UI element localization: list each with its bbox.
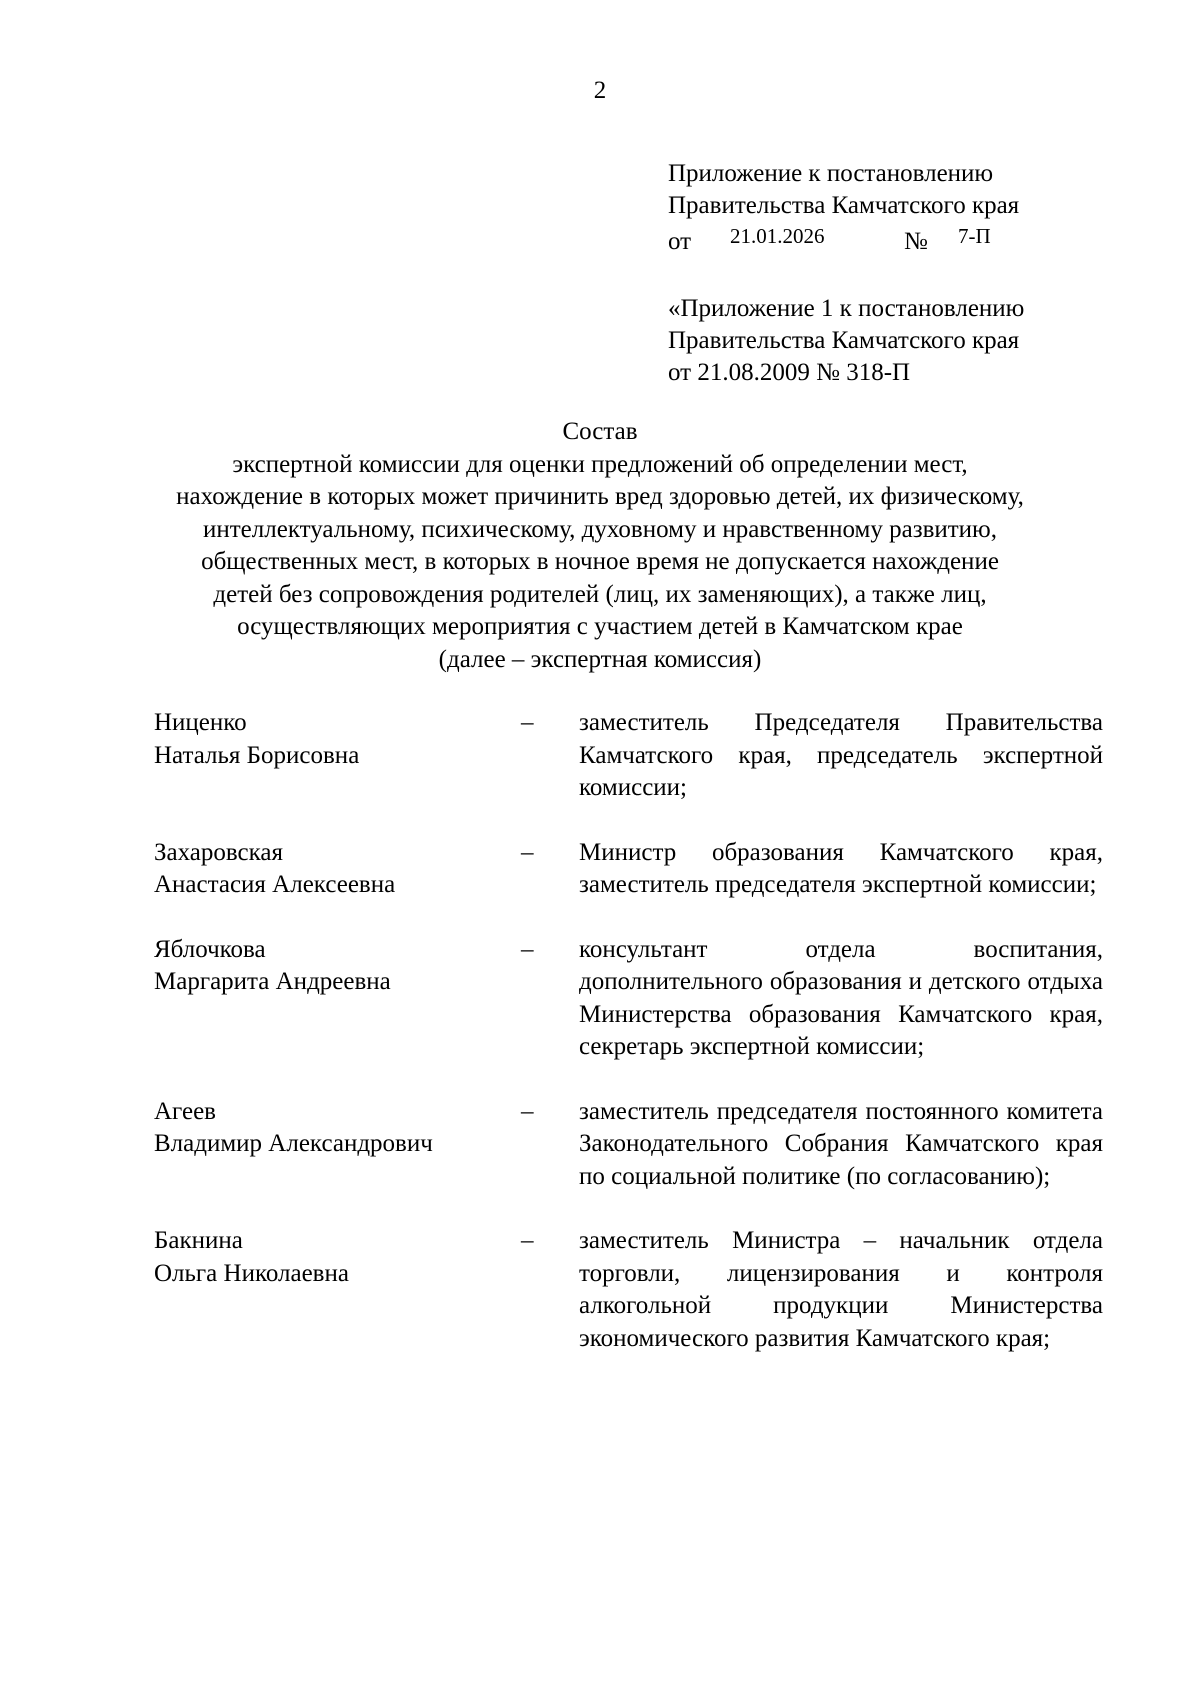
member-given-names: Маргарита Андреевна — [154, 968, 391, 995]
title-line: осуществляющих мероприятия с участием детей в Камчатском крае — [237, 613, 963, 640]
member-name — [154, 934, 494, 999]
member-entry — [154, 707, 1104, 805]
member-dash: – — [521, 935, 534, 963]
member-given-names: Владимир Александрович — [154, 1130, 433, 1157]
appendix-header-current — [668, 158, 1168, 256]
member-name — [154, 837, 494, 902]
page-number: 2 — [593, 77, 607, 104]
member-entry — [154, 1225, 1104, 1355]
member-role: консультант отдела воспитания, дополнительного образования и детского отдыха Министерства образования Камчатского края, секретарь экспертной комиссии; — [579, 935, 1103, 1060]
title-line: общественных мест, в которых в ночное время не допускается нахождение — [201, 548, 999, 575]
member-dash: – — [521, 1227, 534, 1254]
title-line: нахождение в которых может причинить вред здоровью детей, их физическому, — [176, 483, 1024, 510]
member-role: Министр образования Камчатского края, заместитель председателя экспертной комиссии; — [579, 838, 1103, 898]
appendix-original-line2: Правительства Камчатского края — [668, 327, 1020, 354]
appendix-original-line3: от 21.08.2009 № 318-П — [668, 359, 911, 386]
appendix-original-line1: «Приложение 1 к постановлению — [668, 295, 1025, 322]
member-name — [154, 1225, 494, 1290]
member-surname: Бакнина — [154, 1227, 243, 1254]
number-sign: № — [904, 228, 928, 255]
member-role: заместитель Министра – начальник отдела торговли, лицензирования и контроля алкогольной продукции Министерства экономического развития Камчатского края; — [579, 1227, 1103, 1352]
appendix-header-original — [668, 293, 1168, 389]
document-title — [100, 416, 1100, 676]
title-line: детей без сопровождения родителей (лиц, их заменяющих), а также лиц, — [213, 580, 987, 608]
appendix-current-line1: Приложение к постановлению — [668, 160, 994, 187]
member-role: заместитель председателя постоянного комитета Законодательного Собрания Камчатского края по социальной политике (по согласованию); — [579, 1097, 1103, 1190]
member-role: заместитель Председателя Правительства Камчатского края, председатель экспертной комиссии; — [579, 709, 1103, 801]
title-line: интеллектуальному, психическому, духовному и нравственному развитию, — [203, 515, 997, 543]
member-name — [154, 1096, 494, 1161]
appendix-current-date-line — [668, 222, 1168, 256]
resolution-number: 7-П — [958, 224, 991, 248]
member-surname: Захаровская — [154, 838, 284, 866]
title-heading: Состав — [562, 418, 638, 445]
member-given-names: Ольга Николаевна — [154, 1259, 349, 1287]
member-dash: – — [521, 838, 534, 866]
commission-members-list — [154, 707, 1104, 1387]
member-name — [154, 707, 494, 772]
resolution-date: 21.01.2026 — [730, 224, 825, 248]
member-entry — [154, 934, 1104, 1064]
member-given-names: Наталья Борисовна — [154, 741, 360, 769]
title-line: (далее – экспертная комиссия) — [438, 645, 762, 673]
member-surname: Яблочкова — [154, 935, 266, 963]
member-dash: – — [521, 1097, 534, 1125]
member-surname: Ниценко — [154, 709, 247, 736]
member-entry — [154, 1096, 1104, 1194]
member-surname: Агеев — [154, 1097, 216, 1125]
member-dash: – — [521, 709, 534, 736]
member-given-names: Анастасия Алексеевна — [154, 871, 396, 898]
title-line: экспертной комиссии для оценки предложений об определении мест, — [232, 450, 968, 478]
member-entry — [154, 837, 1104, 902]
appendix-current-line2: Правительства Камчатского края — [668, 192, 1020, 219]
from-label: от — [668, 228, 692, 255]
